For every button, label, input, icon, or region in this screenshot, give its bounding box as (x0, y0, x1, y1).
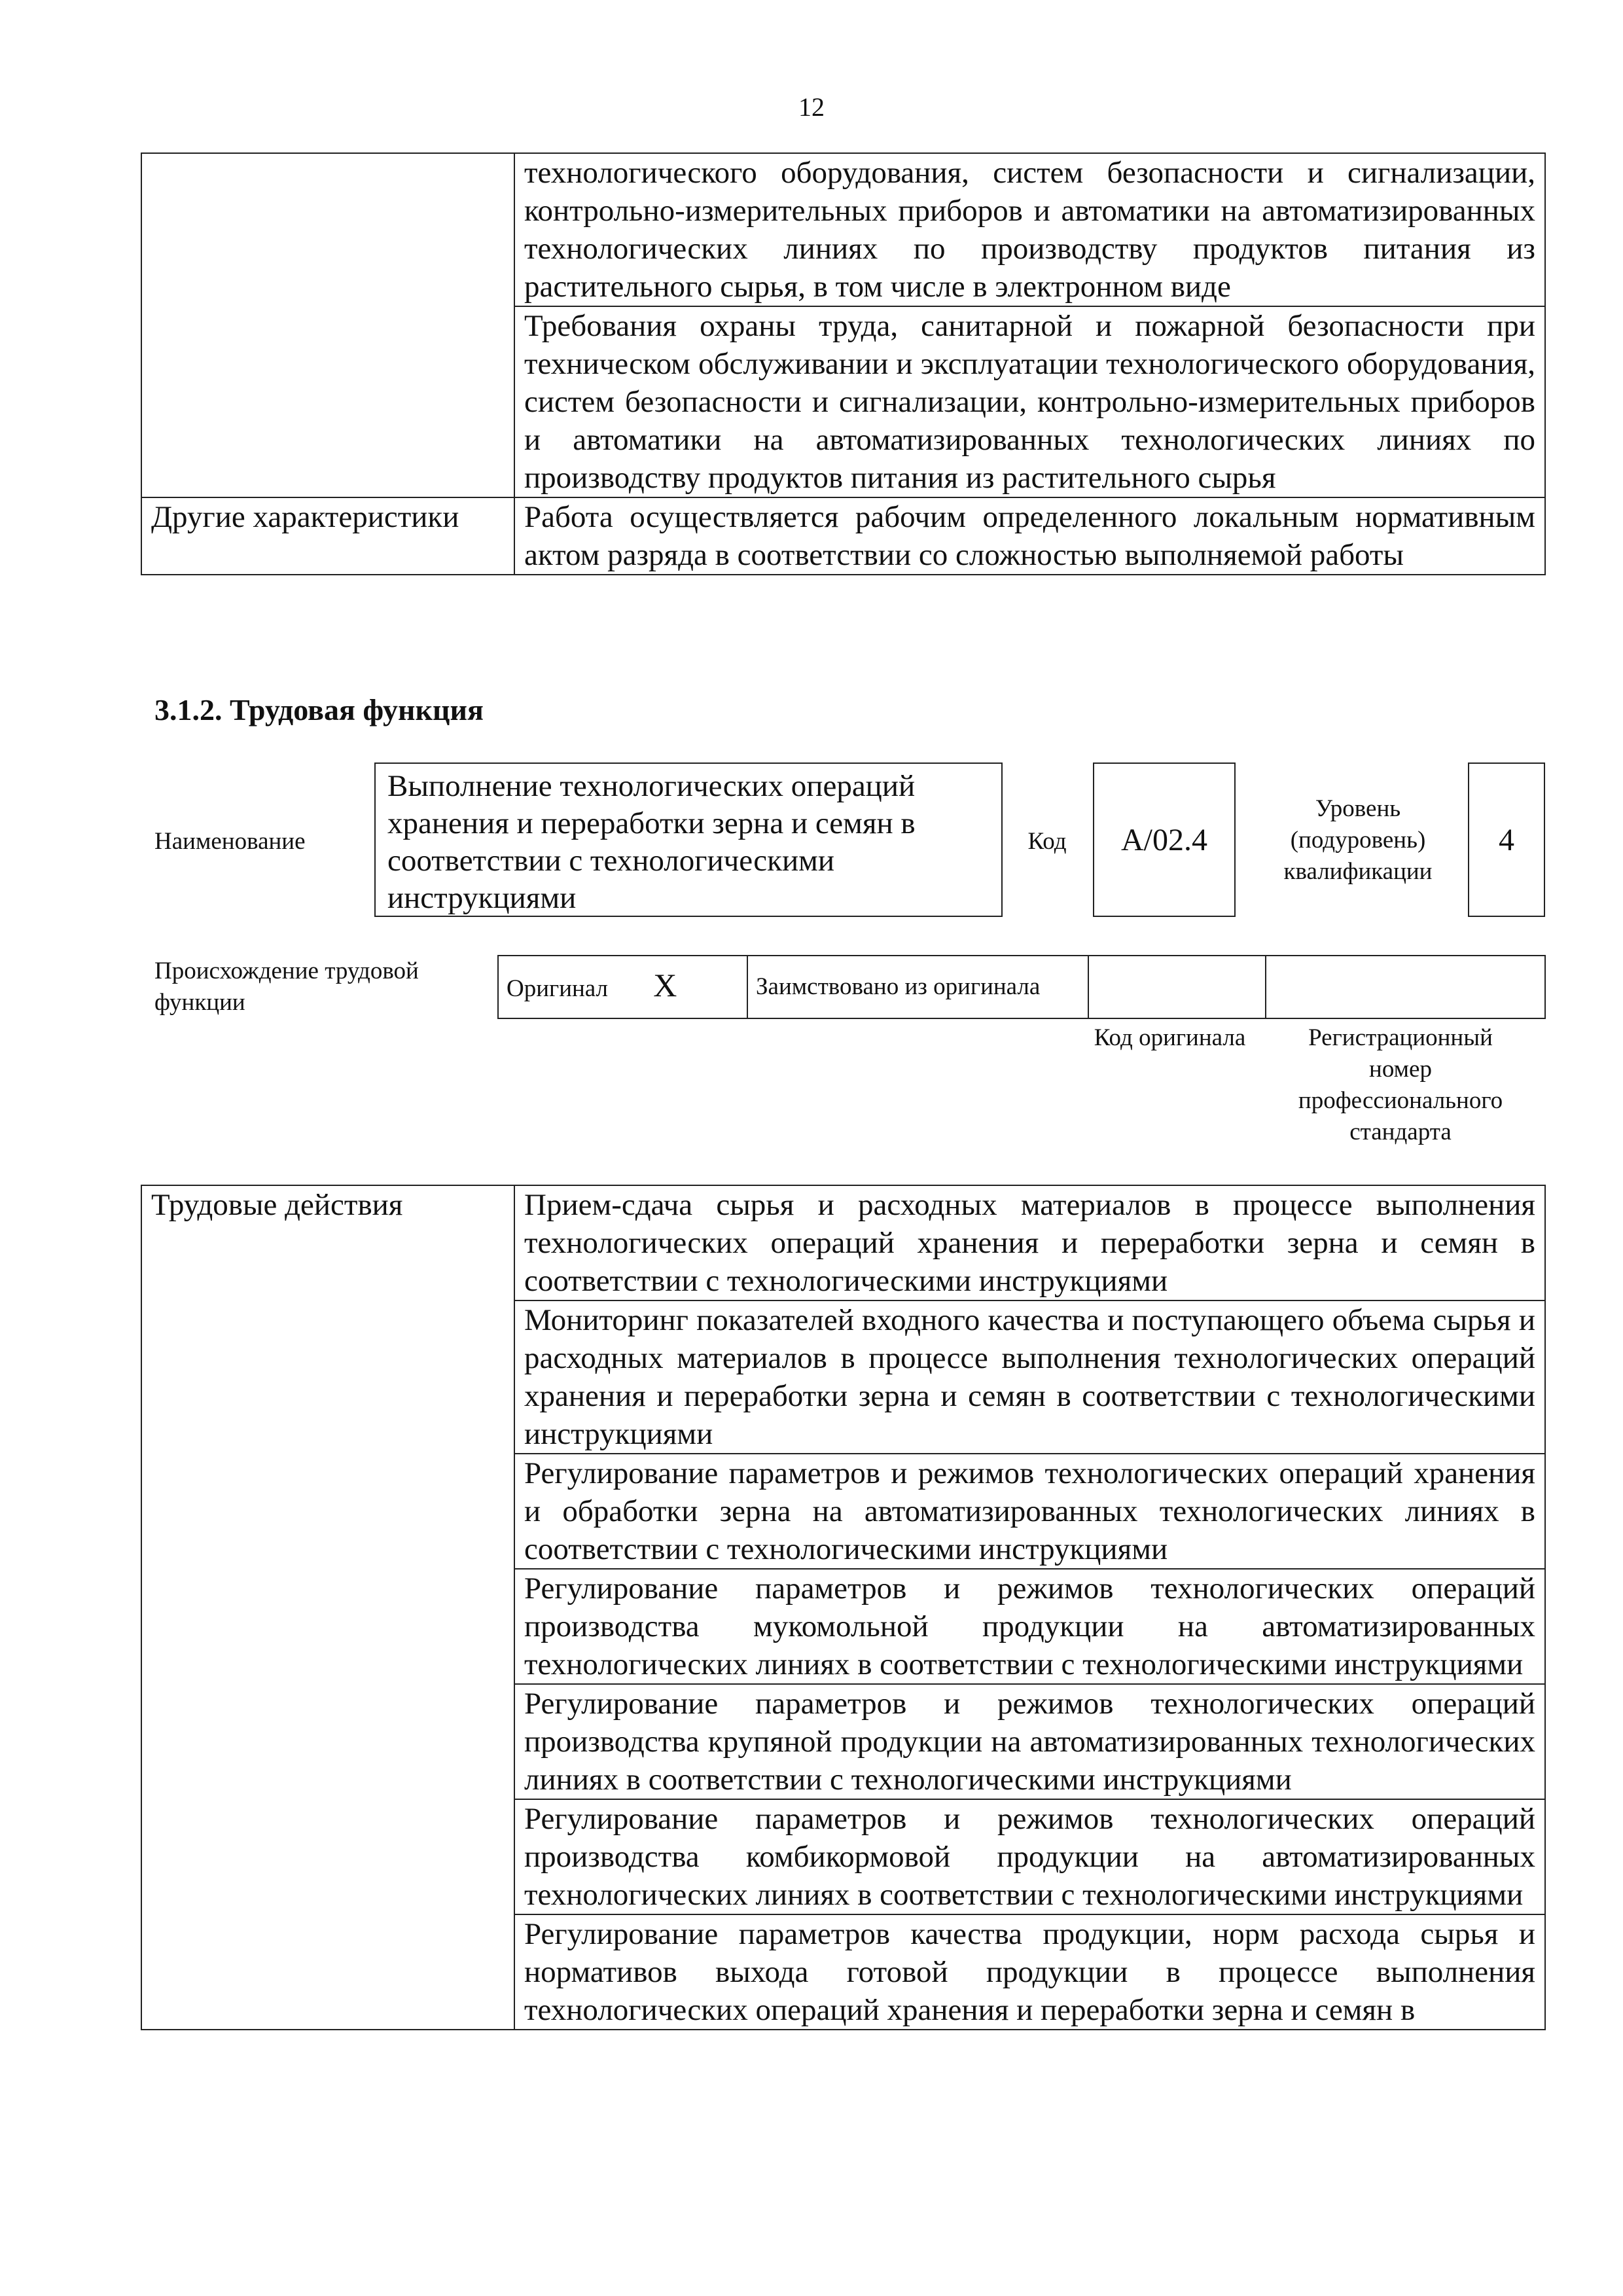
labor-action-item: Прием-сдача сырья и расходных материалов в процессе выполнения технологических операций хранения и переработки зерна и семян в соответствии с технологическими инструкциями (514, 1185, 1545, 1300)
name-label: Наименование (154, 828, 306, 855)
code-label: Код (1027, 828, 1067, 855)
labor-action-item: Регулирование параметров и режимов технологических операций хранения и обработки зерна на автоматизированных технологических линиях в соответствии с технологическими инструкциями (514, 1454, 1545, 1569)
labor-action-item: Регулирование параметров и режимов технологических операций производства крупяной продукции на автоматизированных технологических линиях в соответствии с технологическими инструкциями (514, 1684, 1545, 1799)
labor-actions-table (141, 1185, 1546, 2030)
other-characteristics-text: Работа осуществляется рабочим определенного локальным нормативным актом разряда в соответствии со сложностью выполняемой работы (514, 497, 1545, 575)
borrowed-cell: Заимствовано из оригинала (747, 956, 1088, 1018)
function-name-value: Выполнение технологических операций хранения и переработки зерна и семян в соответствии с технологическими инструкциями (374, 762, 1003, 917)
requirement-text-documentation: технологического оборудования, систем безопасности и сигнализации, контрольно-измерительных приборов и автоматики на автоматизированных технологических линиях по производству продуктов питания из растительного сырья, в том числе в электронном виде (514, 153, 1545, 306)
labor-actions-label: Трудовые действия (141, 1185, 514, 2030)
level-value: 4 (1468, 762, 1545, 917)
requirements-table-continued (141, 152, 1546, 575)
labor-action-item: Регулирование параметров и режимов технологических операций производства мукомольной продукции на автоматизированных технологических линиях в соответствии с технологическими инструкциями (514, 1569, 1545, 1684)
origin-table (497, 955, 1546, 1019)
original-code-caption: Код оригинала (1094, 1024, 1246, 1051)
original-mark: X (653, 967, 677, 1003)
original-code-cell (1088, 956, 1266, 1018)
reg-number-cell (1266, 956, 1545, 1018)
table-row (141, 153, 1545, 306)
labor-action-item: Регулирование параметров и режимов технологических операций производства комбикормовой продукции на автоматизированных технологических линиях в соответствии с технологическими инструкциями (514, 1799, 1545, 1914)
row-label-empty (141, 153, 514, 497)
level-label: Уровень (подуровень) квалификации (1283, 795, 1433, 885)
table-row (141, 1185, 1545, 1300)
reg-number-caption: Регистрационный номер профессионального стандарта (1298, 1024, 1503, 1145)
section-heading: 3.1.2. Трудовая функция (154, 693, 484, 726)
labor-action-item: Мониторинг показателей входного качества и поступающего объема сырья и расходных материалов в процессе выполнения технологических операций хранения и переработки зерна и семян в соответствии с технологическими инструкциями (514, 1300, 1545, 1454)
origin-label: Происхождение трудовой функции (154, 958, 419, 1016)
table-row (498, 956, 1545, 1018)
original-cell (498, 956, 747, 1018)
row-label-other-characteristics: Другие характеристики (141, 497, 514, 575)
table-row (141, 497, 1545, 575)
page-number: 12 (798, 92, 825, 122)
original-label: Оригинал (507, 975, 609, 1002)
labor-action-item: Регулирование параметров качества продукции, норм расхода сырья и нормативов выхода готовой продукции в процессе выполнения технологических операций хранения и переработки зерна и семян в (514, 1914, 1545, 2030)
code-value: А/02.4 (1093, 762, 1236, 917)
requirement-text-safety: Требования охраны труда, санитарной и пожарной безопасности при техническом обслуживании и эксплуатации технологического оборудования, систем безопасности и сигнализации, контрольно-измерительных приборов и автоматики на автоматизированных технологических линиях по производству продуктов питания из растительного сырья (514, 306, 1545, 497)
